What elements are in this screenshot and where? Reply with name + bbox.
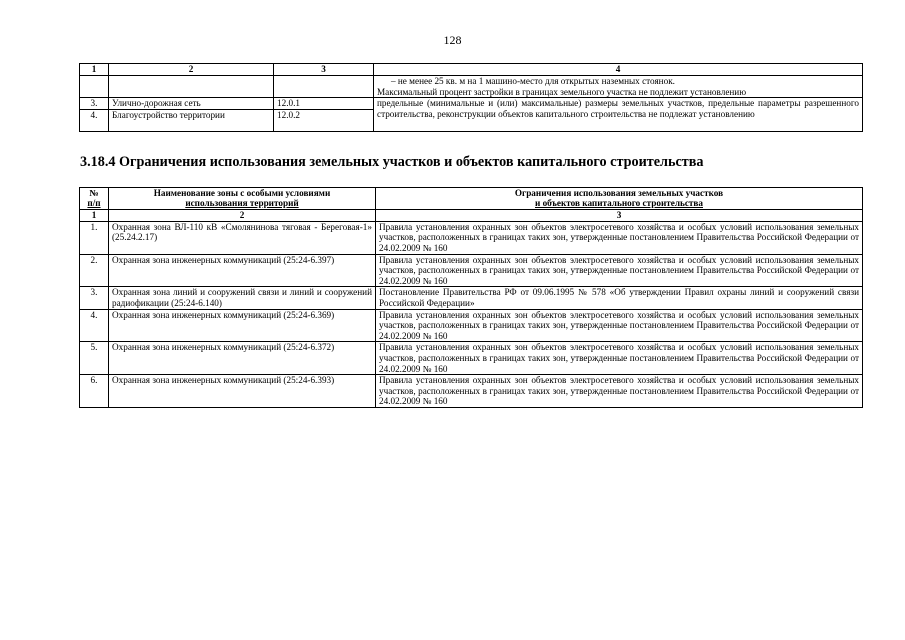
column-number: 3 [274, 64, 374, 76]
table-row [80, 287, 863, 309]
land-use-name: Улично-дорожная сеть [109, 98, 274, 110]
column-number-row [80, 64, 863, 76]
zone-name: Охранная зона линий и сооружений связи и линий и сооружений радиофикации (25:24-6.140) [109, 287, 376, 309]
row-number: 3. [80, 287, 109, 309]
zone-name: Охранная зона инженерных коммуникаций (25:24-6.369) [109, 309, 376, 342]
table-row [80, 254, 863, 287]
restriction-header-line: Ограничения использования земельных участков [514, 188, 724, 198]
page-number: 128 [443, 33, 462, 47]
restriction-column-header [376, 188, 863, 210]
land-use-name: Благоустройство территории [109, 109, 274, 131]
table-row [80, 342, 863, 375]
column-number-row [80, 209, 863, 221]
row-number: 4. [80, 309, 109, 342]
restriction-header-line: и объектов капитального строительства [535, 198, 703, 209]
building-percentage-text: Максимальный процент застройки в границах земельного участка не подлежит установлению [377, 86, 747, 97]
shared-parameters-text: предельные (минимальные и (или) максимальные) размеры земельных участков, предельные параметры разрешенного строительства, реконструкции объектов капитального строительства не подлежат установлению [374, 98, 863, 132]
land-use-code: 12.0.2 [274, 109, 374, 131]
row-number: 6. [80, 375, 109, 408]
row-number: 1. [80, 221, 109, 254]
empty-cell [109, 76, 274, 98]
number-header-line: п/п [87, 198, 101, 209]
restriction-text: Правила установления охранных зон объектов электросетевого хозяйства и особых условий использования земельных участков, расположенных в границах таких зон, утвержденные постановлением Правительства Российской Федерации от 24.02.2009 № 160 [376, 254, 863, 287]
row-number: 2. [80, 254, 109, 287]
zone-name: Охранная зона инженерных коммуникаций (25:24-6.397) [109, 254, 376, 287]
restriction-text: Постановление Правительства РФ от 09.06.1995 № 578 «Об утверждении Правил охраны линий и сооружений связи Российской Федерации» [376, 287, 863, 309]
zone-header-line: использования территорий [185, 198, 299, 209]
zone-name: Охранная зона ВЛ-110 кВ «Смолянинова тяговая - Береговая-1» (25.24.2.17) [109, 221, 376, 254]
header-row [80, 188, 863, 210]
restrictions-table [79, 187, 863, 408]
column-number: 1 [80, 209, 109, 221]
row-number: 3. [80, 98, 109, 110]
table-row [80, 98, 863, 110]
column-number: 3 [376, 209, 863, 221]
restriction-text: Правила установления охранных зон объектов электросетевого хозяйства и особых условий использования земельных участков, расположенных в границах таких зон, утвержденные постановлением Правительства Российской Федерации от 24.02.2009 № 160 [376, 221, 863, 254]
table-row [80, 76, 863, 98]
table-row [80, 309, 863, 342]
parking-requirement-text: – не менее 25 кв. м на 1 машино-место для открытых наземных стоянок. [391, 76, 675, 86]
table-row [80, 375, 863, 408]
empty-cell [80, 76, 109, 98]
zone-name: Охранная зона инженерных коммуникаций (25:24-6.393) [109, 375, 376, 408]
number-column-header [80, 188, 109, 210]
restriction-text: Правила установления охранных зон объектов электросетевого хозяйства и особых условий использования земельных участков, расположенных в границах таких зон, утвержденные постановлением Правительства Российской Федерации от 24.02.2009 № 160 [376, 309, 863, 342]
zone-header-line: Наименование зоны с особыми условиями [153, 188, 331, 198]
column-number: 2 [109, 209, 376, 221]
number-header-line: № [89, 188, 99, 198]
table-row [80, 221, 863, 254]
land-use-code: 12.0.1 [274, 98, 374, 110]
restriction-text: Правила установления охранных зон объектов электросетевого хозяйства и особых условий использования земельных участков, расположенных в границах таких зон, утвержденные постановлением Правительства Российской Федерации от 24.02.2009 № 160 [376, 342, 863, 375]
continuation-cell [374, 76, 863, 98]
section-heading: 3.18.4 Ограничения использования земельных участков и объектов капитального строительства [80, 154, 704, 170]
empty-cell [274, 76, 374, 98]
row-number: 4. [80, 109, 109, 131]
column-number: 1 [80, 64, 109, 76]
column-number: 4 [374, 64, 863, 76]
row-number: 5. [80, 342, 109, 375]
zone-name: Охранная зона инженерных коммуникаций (25:24-6.372) [109, 342, 376, 375]
restriction-text: Правила установления охранных зон объектов электросетевого хозяйства и особых условий использования земельных участков, расположенных в границах таких зон, утвержденные постановлением Правительства Российской Федерации от 24.02.2009 № 160 [376, 375, 863, 408]
column-number: 2 [109, 64, 274, 76]
zone-column-header [109, 188, 376, 210]
land-use-table-continuation [79, 63, 863, 132]
